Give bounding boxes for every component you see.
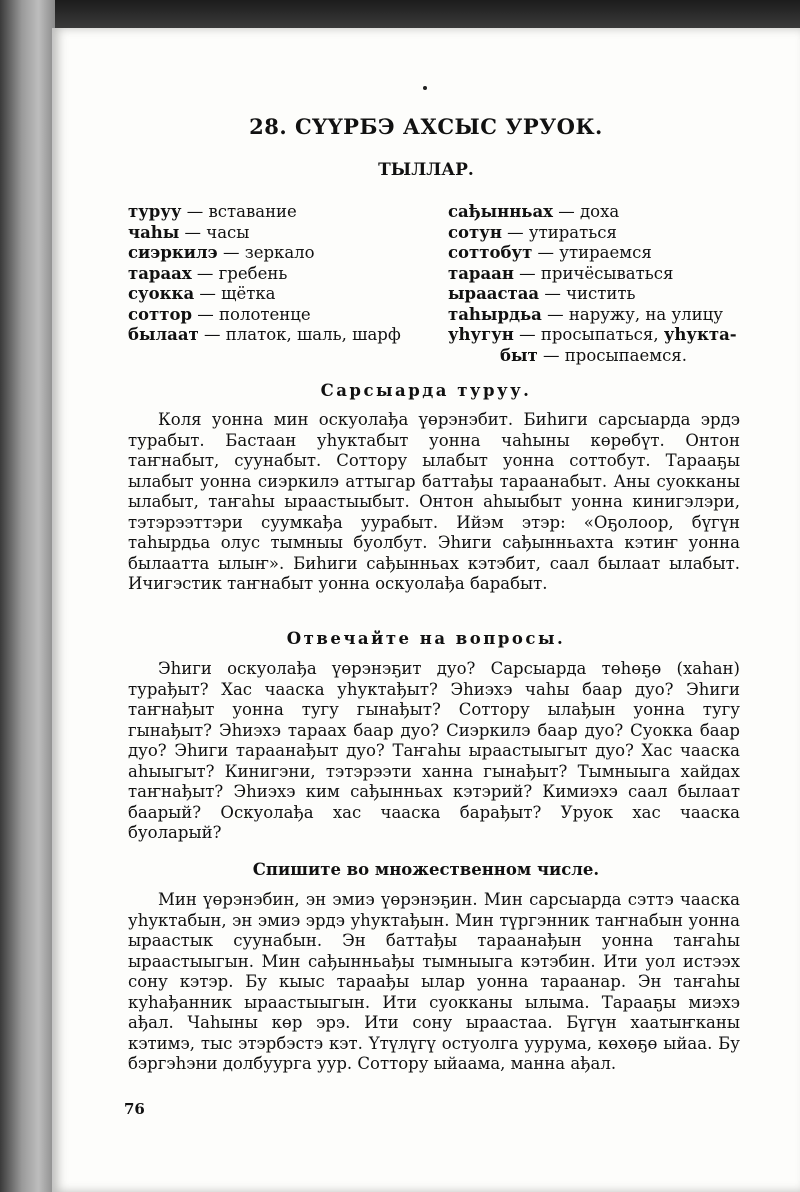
reading-text: Коля уонна мин оскуолађа үөрэнэбит. Биһиги сарсыарда эрдэ турабыт. Бастаан уһуктабыт уонна чаһыны көрөбүт. Онтон таҥнабыт, суунабыт. Соттору ылабыт уонна соттобут. Тарааҕы ылабыт уонна сиэркилэ аттыгар баттађы тараанабыт. Аны суокканы ылабыт, таҥаһы ыраастыыбыт. Онтон аһыыбыт уонна кинигэлэри, тэтэрээттэри суумкађа уурабыт. Ийэм этэр: «Оҕолоор, бүгүн таһырдьа олус тымныы буолбут. Эһиги сађынньахта кэтиҥ уонна былаатта ылыҥ». Биһиги сађынньах кэтэбит, саал былаат ылабыт. Ичигэстик таҥнабыт уонна оскуолађа барабыт. [128,410,740,593]
questions-heading: Отвечайте на вопросы. [286,629,566,648]
reading-heading: Сарсыарда туруу. [320,381,532,400]
vocab-translation: — гребень [191,263,288,283]
vocab-entry [448,264,748,285]
vocab-translation: — часы [179,222,250,242]
vocab-translation: — платок, шаль, шарф [198,325,401,344]
vocab-translation: — зеркало [217,243,315,262]
book-spine-edge [0,0,55,1192]
vocab-translation: — полотенце [192,304,311,324]
vocab-word: туруу [128,202,182,221]
vocab-entry [448,325,748,346]
vocab-word: соттобут [448,243,533,262]
vocab-word: тараан [448,263,514,283]
vocab-word: соттор [128,304,193,324]
vocab-entry [448,305,748,326]
vocab-entry [128,325,428,346]
vocab-word: чаһы [128,222,180,242]
vocab-translation: — утираемся [532,243,652,262]
vocab-translation: — щётка [194,284,276,303]
vocab-translation: — наружу, на улицу [541,304,723,324]
vocabulary-left-column [128,202,428,346]
vocab-entry [448,346,748,367]
lesson-title: 28. СҮҮРБЭ АХСЫС УРУОК. [249,114,603,139]
vocab-word: уһукта- [663,325,737,344]
vocab-entry [128,202,428,223]
vocab-entry [448,243,748,264]
vocab-word: тараах [128,263,192,283]
vocab-entry [448,284,748,305]
vocab-word: сиэркилэ [128,243,218,262]
vocab-entry [128,243,428,264]
vocab-entry [128,305,428,326]
exercise-text: Мин үөрэнэбин, эн эмиэ үөрэнэҕин. Мин сарсыарда сэттэ чааска уһуктабын, эн эмиэ эрдэ уһуктађын. Мин түргэнник таҥнабын уонна ыраастык суунабын. Эн баттађы тараанађын уонна таҥаһы ыраастыыгын. Мин сађынньађы тымныыга кэтэбин. Ити уол истээх сону кэтэр. Бу кыыс тараађы ылар уонна тараанар. Эн таҥаһы куһађанник ыраастыыгын. Ити суокканы ылыма. Тарааҕы миэхэ ађал. Чаһыны көр эрэ. Ити сону ыраастаа. Бүгүн хаатыҥканы кэтимэ, тыс этэрбэстэ кэт. Үтүлүгү остуолга уурума, көхөҕө ыйаа. Бу бэргэһэни долбуурга уур. Соттору ыйаама, манна ађал. [128,890,740,1073]
vocab-word: таһырдьа [448,304,542,324]
vocab-translation: — просыпаться, [513,325,664,344]
vocab-translation: — вставание [181,202,297,221]
exercise-heading: Спишите во множественном числе. [252,860,600,879]
vocab-word: сађынньах [448,202,554,221]
vocab-translation: — утираться [501,222,617,242]
vocabulary-heading: ТЫЛЛАР. [378,160,474,180]
vocab-translation: — причёсываться [513,263,674,283]
vocab-word: быт [500,345,538,365]
vocab-entry [448,223,748,244]
questions-text: Эһиги оскуолађа үөрэнэҕит дуо? Сарсыарда төһөҕө (хаһан) турађыт? Хас чааска уһуктађыт? Эһиэхэ чаһы баар дуо? Эһиги таҥнађыт уонна тугу гынађыт? Соттору ылађын уонна тугу гынађыт? Эһиэхэ тараах баар дуо? Сиэркилэ баар дуо? Суокка баар дуо? Эһиги тараанађыт дуо? Таҥаһы ыраастыыгыт дуо? Хас чааска аһыыгыт? Кинигэни, тэтэрээти ханна гынађыт? Тымныыга хайдах таҥнађыт? Эһиэхэ ким сађынньах кэтэрий? Кимиэхэ саал былаат баарый? Оскуолађа хас чааска барађыт? Уруок хас чааска буоларый? [128,659,740,842]
vocab-entry [128,223,428,244]
vocab-word: уһугун [448,325,514,344]
vocab-translation: — чистить [539,284,636,303]
vocab-word: былаат [128,325,199,344]
vocabulary-right-column [448,202,748,366]
vocab-entry [128,264,428,285]
vocab-entry [448,202,748,223]
ink-dot [423,86,427,90]
vocab-entry [128,284,428,305]
vocab-translation: — доха [553,202,620,221]
vocab-word: сотун [448,222,502,242]
scan-top-edge [0,0,800,30]
page-number: 76 [124,1100,145,1118]
vocab-word: суокка [128,284,195,303]
vocab-translation: — просыпаемся. [537,345,687,365]
vocab-word: ыраастаа [448,284,540,303]
